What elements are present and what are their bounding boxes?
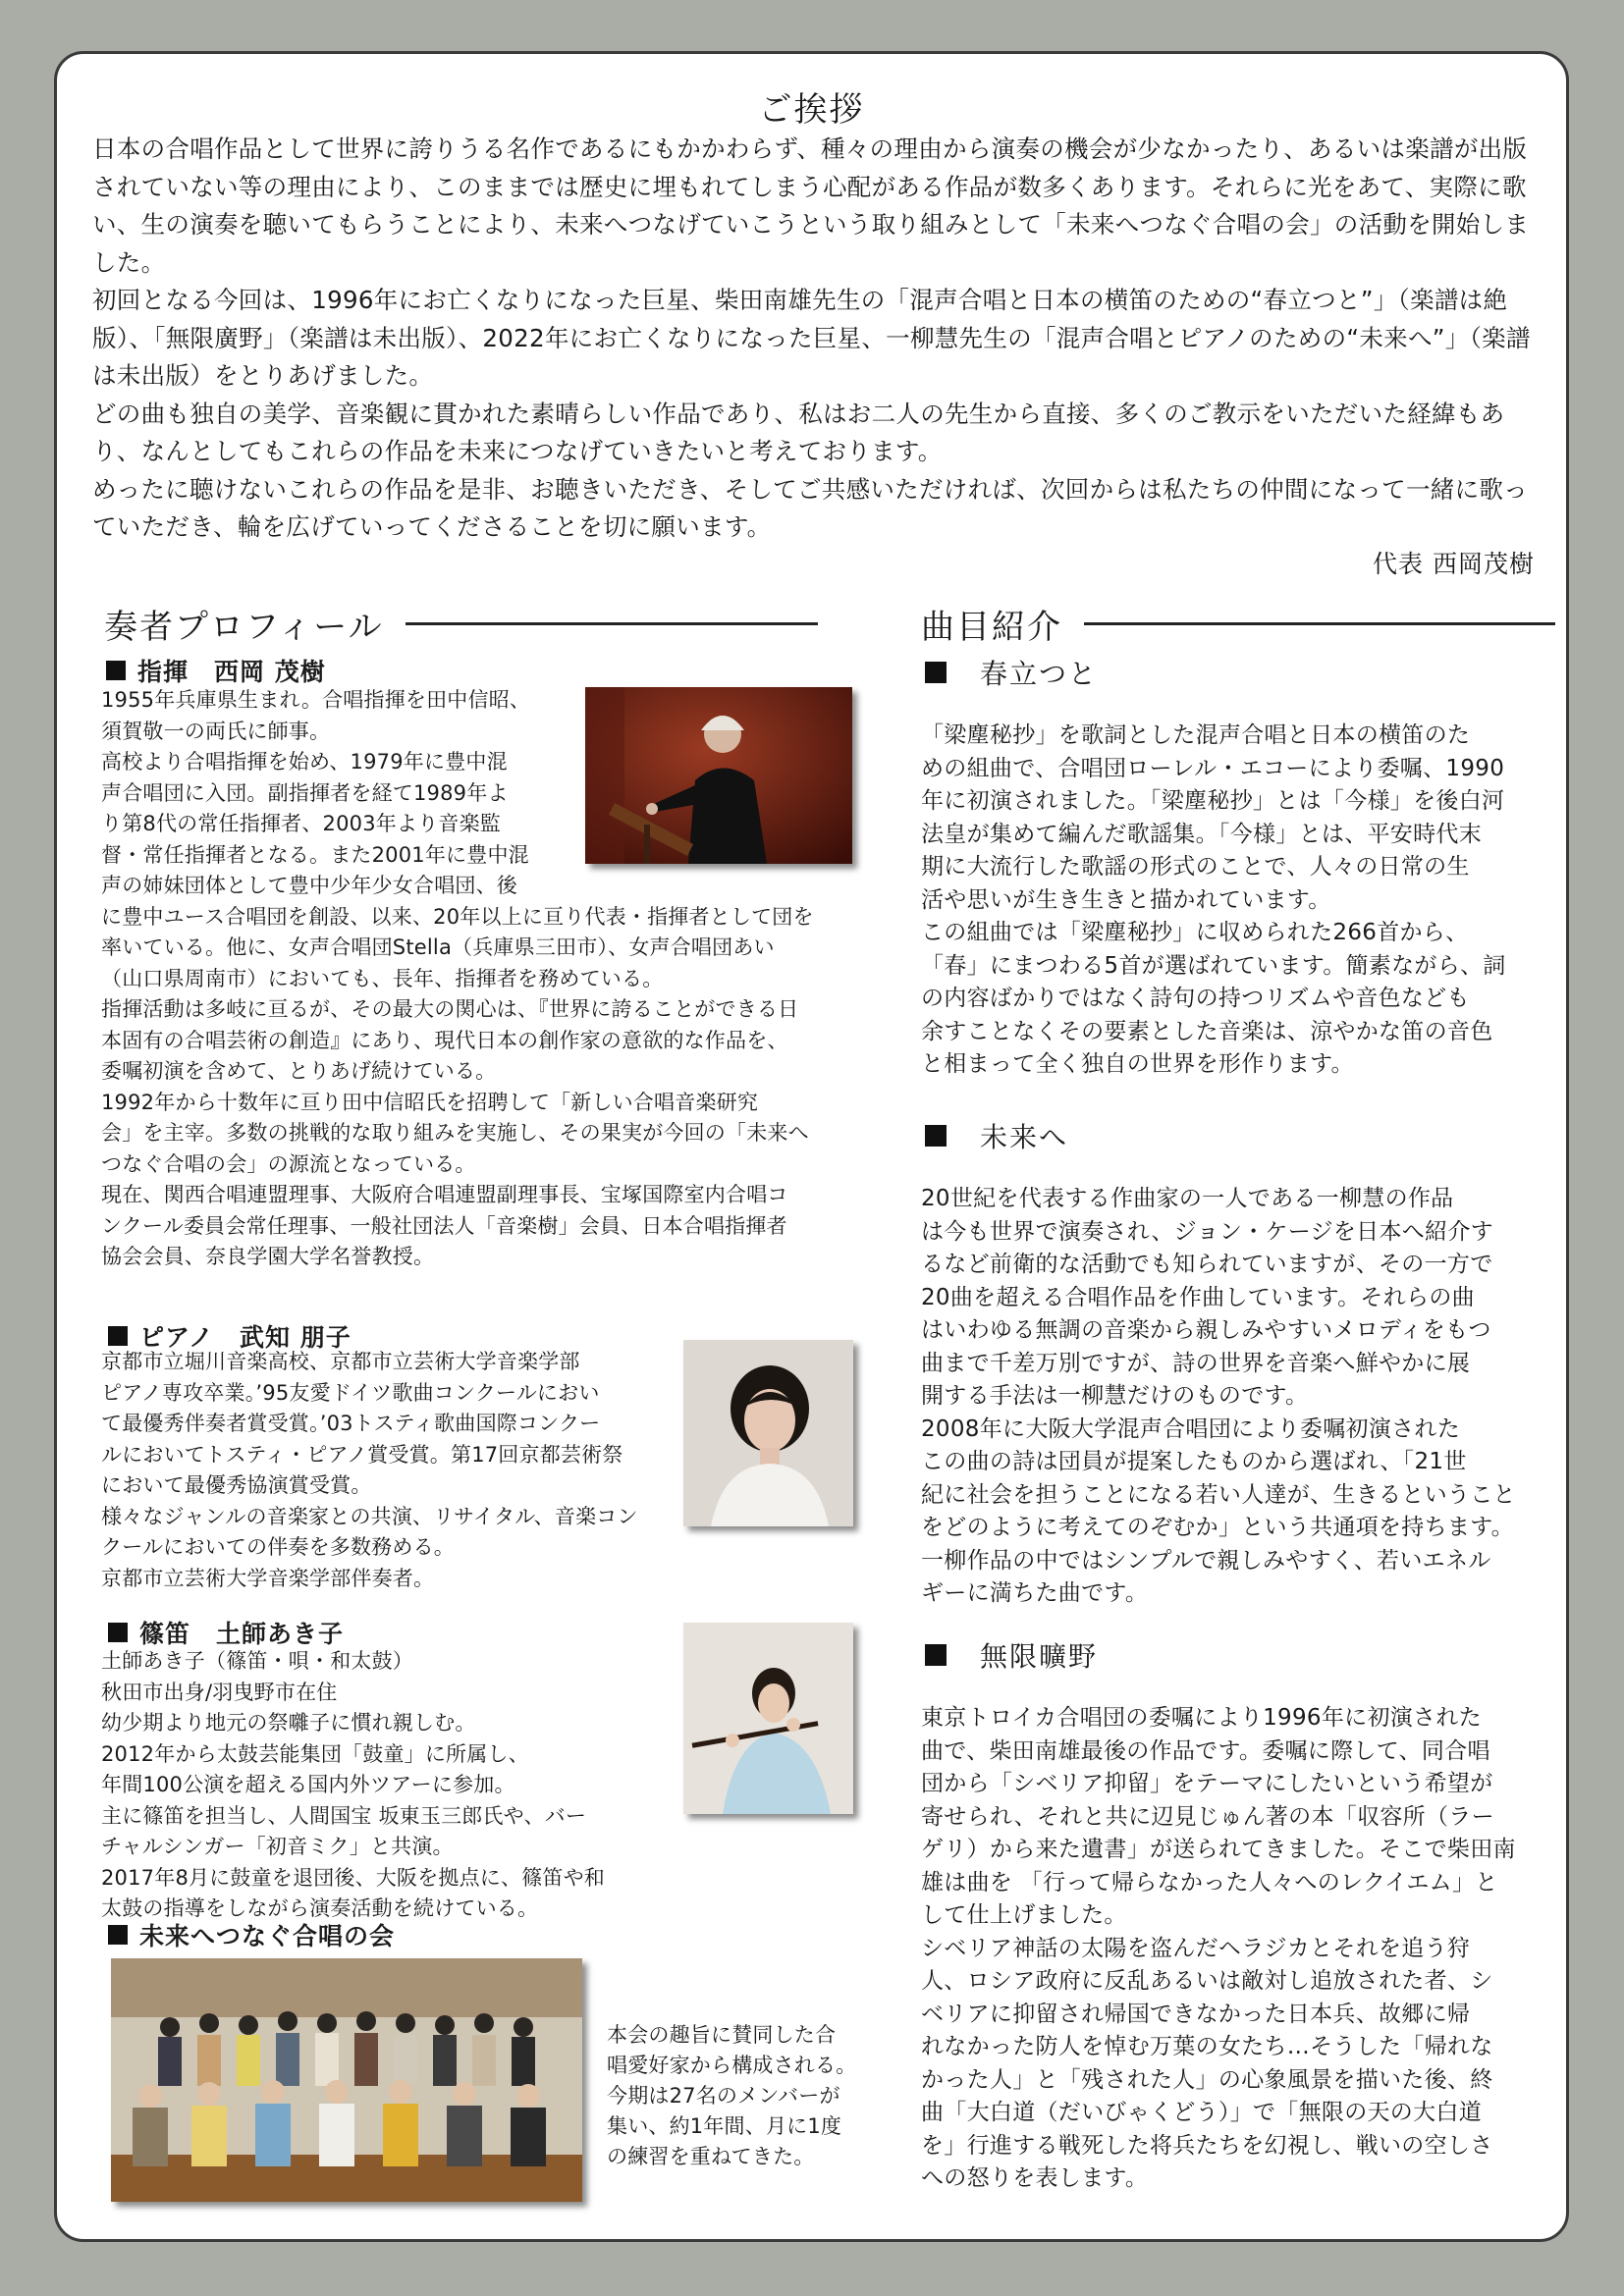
piece-line: 余すことなくその要素とした音楽は、涼やかな笛の音色	[921, 1018, 1493, 1044]
piece-line: 寄せられ、それと共に辺見じゅん著の本「収容所（ラー	[921, 1803, 1494, 1830]
shinobue-bio	[101, 1646, 730, 1925]
bio-line: 高校より合唱指揮を始め、1979年に豊中混	[101, 750, 508, 774]
conductor-photo	[585, 687, 852, 864]
piece-line: と相まって全く独自の世界を形作ります。	[921, 1051, 1354, 1077]
square-bullet-icon	[925, 1644, 947, 1666]
bio-line: 督・常任指揮者となる。また2001年に豊中混	[101, 842, 529, 867]
piece-line: して仕上げました。	[921, 1902, 1127, 1928]
profiles-heading-text: 奏者プロフィール	[104, 608, 384, 647]
profiles-heading	[104, 600, 818, 648]
heading-rule	[1084, 622, 1555, 625]
piece-line: を」行進する戦死した将兵たちを幻視し、戦いの空しさ	[921, 2132, 1493, 2159]
bio-line: 唱愛好家から構成される。	[607, 2054, 857, 2077]
piece-heading-mirai	[925, 1116, 1068, 1155]
greeting-paragraph: 初回となる今回は、1996年にお亡くなりになった巨星、柴田南雄先生の「混声合唱と日本の横笛のための“春立つと”」（楽譜は絶版）、「無限廣野」（楽譜は未出版）、2022年にお亡くなりになった巨星、一柳慧先生の「混声合唱とピアノのための“未来へ”」（楽譜は未出版）をとりあげました。	[92, 286, 1531, 390]
bio-line: 声合唱団に入団。副指揮者を経て1989年よ	[101, 780, 509, 805]
bio-line: 本会の趣旨に賛同した合	[607, 2023, 837, 2047]
piece-line: 20曲を超える合唱作品を作曲しています。それらの曲	[921, 1284, 1475, 1310]
flutist-photo	[683, 1623, 853, 1814]
conductor-title: 指揮 西岡 茂樹	[137, 658, 326, 686]
bio-line: 会」を主宰。多数の挑戦的な取り組みを実施し、その果実が今回の「未来へ	[101, 1121, 809, 1145]
heading-rule	[406, 622, 818, 625]
greeting-signature: 代表 西岡茂樹	[1373, 550, 1535, 578]
bio-line: 京都市立堀川音楽高校、京都市立芸術大学音楽学部	[101, 1350, 580, 1373]
piece-line: るなど前衛的な活動でも知られていますが、その一方で	[921, 1252, 1493, 1277]
bio-line: において最優秀協演賞受賞。	[101, 1473, 372, 1497]
piece-line: 「春」にまつわる5首が選ばれています。簡素ながら、詞	[921, 952, 1506, 979]
square-bullet-icon	[106, 661, 126, 680]
bio-line: 土師あき子（篠笛・唄・和太鼓）	[101, 1649, 413, 1673]
piece-line: れなかった防人を悼む万葉の女たち…そうした「帰れな	[921, 2034, 1493, 2059]
piece-line: の内容ばかりではなく詩句の持つリズムや音色なども	[921, 986, 1470, 1011]
piece-heading-mugen	[925, 1635, 1098, 1675]
square-bullet-icon	[108, 1623, 128, 1642]
bio-line: 京都市立芸術大学音楽学部伴奏者。	[101, 1566, 435, 1590]
pianist-photo	[683, 1340, 853, 1526]
piece-title-mirai: 未来へ	[980, 1121, 1069, 1153]
bio-line: ンクール委員会常任理事、一般社団法人「音楽樹」会員、日本合唱指揮者	[101, 1213, 787, 1238]
bio-line: （山口県周南市）においても、長年、指揮者を務めている。	[101, 966, 664, 990]
piece-line: 活や思いが生き生きと描かれています。	[921, 886, 1331, 913]
bio-line: チャルシンガー「初音ミク」と共演。	[101, 1835, 454, 1858]
bio-line: 1992年から十数年に亘り田中信昭氏を招聘して「新しい合唱音楽研究	[101, 1090, 759, 1114]
bio-line: つなぐ合唱の会」の源流となっている。	[101, 1151, 476, 1176]
bio-line: り第8代の常任指揮者、2003年より音楽監	[101, 812, 502, 835]
choir-heading	[108, 1917, 395, 1952]
bio-line: 年間100公演を超える国内外ツアーに参加。	[101, 1773, 515, 1796]
greeting-paragraph: どの曲も独自の美学、音楽観に貫かれた素晴らしい作品であり、私はお二人の先生から直接、多くのご教示をいただいた経緯もあり、なんとしてもこれらの作品を未来につなげていきたいと考えております。	[92, 399, 1505, 465]
piece-line: をどのように考えてのぞむか」という共通項を持ちます。	[921, 1515, 1514, 1540]
piece-title-haru: 春立つと	[980, 658, 1099, 690]
greeting-paragraph: 日本の合唱作品として世界に誇りうる名作であるにもかかわらず、種々の理由から演奏の機会が少なかったり、あるいは楽譜が出版されていない等の理由により、このままでは歴史に埋もれてしまう心配がある作品が数多くあります。それらに光をあて、実際に歌い、生の演奏を聴いてもらうことにより、未来へつなげていこうという取り組みとして「未来へつなぐ合唱の会」の活動を開始しました。	[92, 134, 1530, 277]
bio-line: ルにおいてトスティ・ピアノ賞受賞。第17回京都芸術祭	[101, 1442, 623, 1467]
bio-line: 秋田市出身/羽曳野市在住	[101, 1680, 338, 1704]
piece-line: 雄は曲を 「行って帰らなかった人々へのレクイエム」と	[921, 1869, 1498, 1896]
bio-line: 率いている。他に、女声合唱団Stella（兵庫県三田市）、女声合唱団あい	[101, 935, 775, 959]
greeting-title: ご挨拶	[758, 90, 865, 130]
choir-title: 未来へつなぐ合唱の会	[139, 1922, 396, 1950]
square-bullet-icon	[108, 1925, 128, 1945]
piece-description-mugen	[921, 1702, 1549, 2196]
piece-line: ベリアに抑留され帰国できなかった日本兵、故郷に帰	[921, 2001, 1471, 2027]
piano-bio	[101, 1347, 730, 1594]
square-bullet-icon	[925, 662, 947, 683]
bio-line: ピアノ専攻卒業。’95友愛ドイツ歌曲コンクールにおい	[101, 1380, 600, 1405]
bio-line: 現在、関西合唱連盟理事、大阪府合唱連盟副理事長、宝塚国際室内合唱コ	[101, 1183, 788, 1206]
piece-line: 開する手法は一柳慧だけのものです。	[921, 1383, 1309, 1409]
piece-line: 曲まで千差万別ですが、詩の世界を音楽へ鮮やかに展	[921, 1350, 1471, 1376]
bio-line: クールにおいての伴奏を多数務める。	[101, 1535, 455, 1559]
bio-line: 幼少期より地元の祭囃子に慣れ親しむ。	[101, 1711, 476, 1735]
piece-line: シベリア神話の太陽を盗んだヘラジカとそれを追う狩	[921, 1935, 1471, 1961]
bio-line: 主に篠笛を担当し、人間国宝 坂東玉三郎氏や、バー	[101, 1803, 587, 1828]
greeting-body	[92, 131, 1536, 547]
bio-line: 集い、約1年間、月に1度	[607, 2114, 842, 2138]
piece-line: 期に大流行した歌謡の形式のことで、人々の日常の生	[921, 854, 1470, 880]
square-bullet-icon	[108, 1326, 128, 1346]
square-bullet-icon	[925, 1125, 947, 1147]
piece-line: 「梁塵秘抄」を歌詞とした混声合唱と日本の横笛のた	[921, 722, 1471, 748]
bio-line: 今期は27名のメンバーが	[607, 2084, 840, 2108]
piece-line: 20世紀を代表する作曲家の一人である一柳慧の作品	[921, 1186, 1454, 1211]
piece-description-haru	[921, 720, 1549, 1082]
piece-line: 団から「シベリア抑留」をテーマにしたいという希望が	[921, 1771, 1493, 1796]
piece-line: めの組曲で、合唱団ローレル・エコーにより委嘱、1990	[921, 755, 1505, 781]
piece-description-mirai	[921, 1183, 1549, 1611]
piano-title: ピアノ 武知 朋子	[139, 1323, 352, 1352]
shinobue-heading	[108, 1615, 344, 1650]
piece-line: 曲「大白道（だいびゃくどう）」で「無限の天の大白道	[921, 2100, 1482, 2125]
piece-line: 一柳作品の中ではシンプルで親しみやすく、若いエネル	[921, 1547, 1491, 1574]
bio-line: 2012年から太鼓芸能集団「鼓童」に所属し、	[101, 1741, 529, 1766]
choir-photo	[111, 1958, 582, 2202]
pieces-heading	[921, 600, 1555, 648]
piece-line: 東京トロイカ合唱団の委嘱により1996年に初演された	[921, 1705, 1482, 1731]
piece-line: 人、ロシア政府に反乱あるいは敵対し追放された者、シ	[921, 1968, 1493, 1994]
bio-line: 本固有の合唱芸術の創造』にあり、現代日本の創作家の意欲的な作品を、	[101, 1028, 788, 1052]
shinobue-title: 篠笛 土師あき子	[139, 1620, 345, 1648]
piece-line: この組曲では「梁塵秘抄」に収められた266首から、	[921, 920, 1469, 945]
piece-line: ギーに満ちた曲です。	[921, 1580, 1149, 1606]
greeting-paragraph: めったに聴けないこれらの作品を是非、お聴きいただき、そしてご共感いただければ、次回からは私たちの仲間になって一緒に歌っていただき、輪を広げていってくださることを切に願います。	[92, 474, 1528, 541]
bio-line: 2017年8月に鼓童を退団後、大阪を拠点に、篠笛や和	[101, 1865, 606, 1890]
bio-line: 様々なジャンルの音楽家との共演、リサイタル、音楽コン	[101, 1504, 638, 1528]
bio-line: の練習を重ねてきた。	[607, 2145, 815, 2168]
piece-line: は今も世界で演奏され、ジョン・ケージを日本へ紹介す	[921, 1218, 1493, 1245]
piece-heading-haru	[925, 653, 1098, 692]
bio-line: 指揮活動は多岐に亘るが、その最大の関心は、『世界に誇ることができる日	[101, 997, 799, 1021]
bio-line: て最優秀伴奏者賞受賞。’03トスティ歌曲国際コンクー	[101, 1412, 601, 1435]
pieces-heading-text: 曲目紹介	[921, 608, 1062, 647]
piece-line: 法皇が集めて編んだ歌謡集。「今様」とは、平安時代末	[921, 821, 1482, 847]
bio-line: に豊中ユース合唱団を創設、以来、20年以上に亘り代表・指揮者として団を	[101, 904, 814, 929]
bio-line: 声の姉妹団体として豊中少年少女合唱団、後	[101, 874, 517, 897]
piece-line: ゲリ）から来た遺書」が送られてきました。そこで柴田南	[921, 1837, 1516, 1862]
conductor-heading	[106, 653, 326, 688]
piece-line: はいわゆる無調の音楽から親しみやすいメロディをもつ	[921, 1317, 1491, 1343]
piece-line: への怒りを表します。	[921, 2165, 1149, 2191]
piece-line: 年に初演されました。「梁塵秘抄」とは「今様」を後白河	[921, 788, 1505, 814]
bio-line: 1955年兵庫県生まれ。合唱指揮を田中信昭、	[101, 688, 531, 712]
bio-line: 委嘱初演を含めて、とりあげ続けている。	[101, 1059, 497, 1083]
piece-line: 紀に社会を担うことになる若い人達が、生きるということ	[921, 1481, 1516, 1508]
piece-line: 曲で、柴田南雄最後の作品です。委嘱に際して、同合唱	[921, 1737, 1490, 1764]
choir-description	[607, 2020, 931, 2172]
content-panel	[54, 51, 1569, 2242]
bio-line: 太鼓の指導をしながら演奏活動を続けている。	[101, 1896, 539, 1920]
piece-line: この曲の詩は団員が提案したものから選ばれ、「21世	[921, 1449, 1467, 1474]
piece-line: 2008年に大阪大学混声合唱団により委嘱初演された	[921, 1415, 1461, 1442]
bio-line: 須賀敬一の両氏に師事。	[101, 719, 331, 743]
bio-line: 協会会員、奈良学園大学名誉教授。	[101, 1245, 435, 1268]
piece-line: かった人」と「残された人」の心象風景を描いた後、終	[921, 2066, 1493, 2093]
piece-title-mugen: 無限曠野	[980, 1640, 1099, 1673]
